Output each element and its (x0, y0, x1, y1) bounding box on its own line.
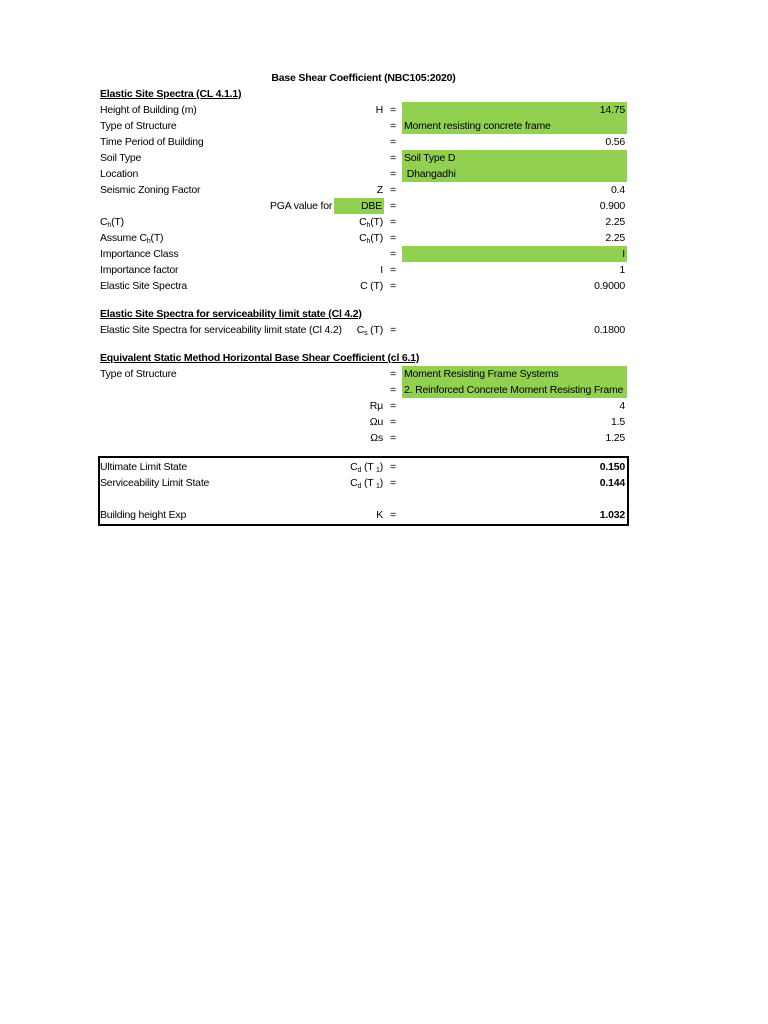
row-structure-subtype (100, 382, 627, 398)
equals: = (390, 152, 396, 164)
symbol: Z (376, 184, 383, 196)
symbol: C (T) (360, 280, 383, 292)
symbol: $C_h(T)$ (359, 216, 383, 229)
spacer (100, 446, 627, 456)
row-building-height-exp (100, 507, 627, 523)
label: Importance Class (100, 248, 179, 260)
omega-s-value: 1.25 (605, 432, 625, 444)
row-soil-type (100, 150, 627, 166)
elastic-spectra-value: 0.9000 (594, 280, 625, 292)
time-period-value: 0.56 (605, 136, 625, 148)
k-value: 1.032 (599, 509, 625, 521)
equals: = (390, 216, 396, 228)
label: Location (100, 168, 139, 180)
equals: = (390, 168, 396, 180)
symbol: Rμ (369, 400, 383, 412)
label: Serviceability Limit State (100, 477, 210, 489)
row-zoning-factor (100, 182, 627, 198)
row-importance-class (100, 246, 627, 262)
pga-level-input[interactable]: DBE (334, 198, 384, 214)
equals: = (390, 248, 396, 260)
pga-value: 0.900 (599, 200, 625, 212)
label: Time Period of Building (100, 136, 204, 148)
row-height (100, 102, 627, 118)
section-heading-elastic-site-spectra: Elastic Site Spectra (CL 4.1.1) (100, 88, 242, 100)
symbol: $C_d$ (T $_1$) (350, 477, 383, 490)
row-location (100, 166, 627, 182)
importance-factor-value: 1 (619, 264, 625, 276)
equals: = (390, 432, 396, 444)
soil-type-input[interactable]: Soil Type D (402, 150, 627, 166)
equals: = (390, 477, 396, 489)
label: Type of Structure (100, 368, 177, 380)
symbol: $C_s$ (T) (356, 324, 383, 337)
assume-ch-value: 2.25 (605, 232, 625, 244)
equals: = (390, 461, 396, 473)
equals: = (390, 280, 396, 292)
label: Type of Structure (100, 120, 177, 132)
ch-value: 2.25 (605, 216, 625, 228)
importance-class-input[interactable]: I (402, 246, 627, 262)
row-assume-ch (100, 230, 627, 246)
symbol: K (376, 509, 383, 521)
equals: = (390, 400, 396, 412)
row-omega-s (100, 430, 627, 446)
structure-type-input[interactable]: Moment resisting concrete frame (402, 118, 627, 134)
equals: = (390, 509, 396, 521)
label: Ultimate Limit State (100, 461, 188, 473)
label: Building height Exp (100, 509, 187, 521)
row-importance-factor (100, 262, 627, 278)
equals: = (390, 384, 396, 396)
height-input[interactable]: 14.75 (402, 102, 627, 118)
sls-value: 0.144 (599, 477, 625, 489)
row-structure-type (100, 118, 627, 134)
label: Elastic Site Spectra (100, 280, 188, 292)
section-heading-serviceability: Elastic Site Spectra for serviceability limit state (Cl 4.2) (100, 308, 362, 320)
equals: = (390, 416, 396, 428)
row-elastic-spectra (100, 278, 627, 294)
equals: = (390, 368, 396, 380)
equals: = (390, 120, 396, 132)
row-r-mu (100, 398, 627, 414)
row-omega-u (100, 414, 627, 430)
row-ultimate-limit-state (100, 459, 627, 475)
label: Importance factor (100, 264, 179, 276)
results-box (98, 456, 629, 526)
label: Elastic Site Spectra for serviceability limit state (Cl 4.2) (100, 324, 342, 336)
row-time-period (100, 134, 627, 150)
symbol: H (375, 104, 383, 116)
label: PGA value for (270, 200, 333, 212)
label: Soil Type (100, 152, 142, 164)
equals: = (390, 200, 396, 212)
equals: = (390, 324, 396, 336)
location-input[interactable]: Dhangadhi (402, 166, 627, 182)
spacer (100, 294, 627, 306)
spreadsheet (100, 70, 627, 526)
structure-system-input[interactable]: Moment Resisting Frame Systems (402, 366, 627, 382)
serviceability-spectra-value: 0.1800 (594, 324, 625, 336)
symbol: $C_h(T)$ (359, 232, 383, 245)
equals: = (390, 232, 396, 244)
symbol: I (380, 264, 383, 276)
symbol: Ωs (370, 432, 383, 444)
row-serviceability-limit-state (100, 475, 627, 491)
equals: = (390, 104, 396, 116)
label: Height of Building (m) (100, 104, 197, 116)
zoning-factor-value: 0.4 (611, 184, 625, 196)
symbol: $C_d$ (T $_1$) (350, 461, 383, 474)
sheet-title: Base Shear Coefficient (NBC105:2020) (271, 72, 456, 84)
equals: = (390, 264, 396, 276)
symbol: Ωu (369, 416, 383, 428)
label: $C_h(T)$ (100, 216, 124, 229)
row-structure-system (100, 366, 627, 382)
row-empty (100, 491, 627, 507)
section-heading-base-shear: Equivalent Static Method Horizontal Base Shear Coefficient (cl 6.1) (100, 352, 420, 364)
r-mu-value: 4 (619, 400, 625, 412)
equals: = (390, 136, 396, 148)
spacer (100, 338, 627, 350)
omega-u-value: 1.5 (611, 416, 625, 428)
row-pga (100, 198, 627, 214)
structure-subtype-input[interactable]: 2. Reinforced Concrete Moment Resisting Frame (402, 382, 627, 398)
row-serviceability-spectra (100, 322, 627, 338)
label: Assume $C_h(T)$ (100, 232, 164, 245)
equals: = (390, 184, 396, 196)
uls-value: 0.150 (599, 461, 625, 473)
row-ch (100, 214, 627, 230)
label: Seismic Zoning Factor (100, 184, 201, 196)
